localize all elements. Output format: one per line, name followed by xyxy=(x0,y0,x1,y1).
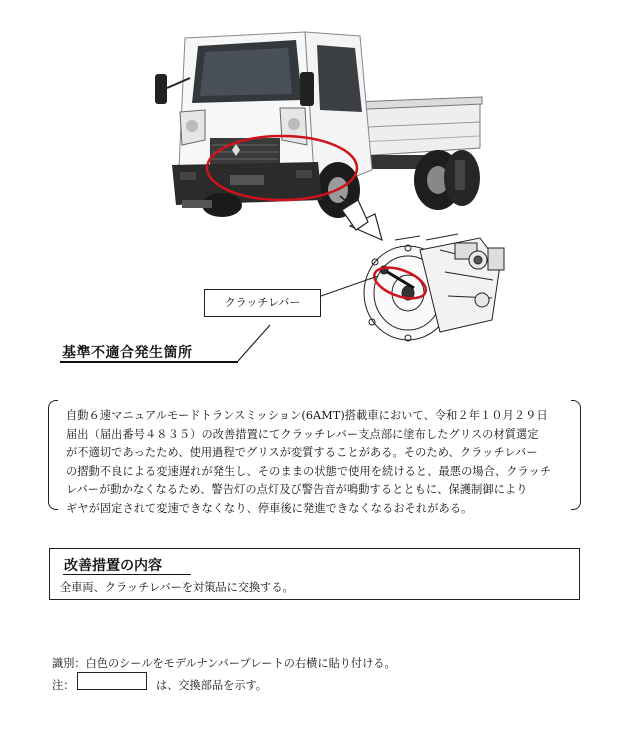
measure-title-underline xyxy=(63,574,191,575)
clutch-lever-callout: クラッチレバー xyxy=(204,289,321,317)
left-bracket xyxy=(48,400,58,510)
note-text: は、交換部品を示す。 xyxy=(156,679,267,692)
defect-description-box xyxy=(48,400,581,515)
identification-note: 識別：白色のシールをモデルナンバープレートの右横に貼り付ける。 xyxy=(52,657,396,670)
truck-image xyxy=(155,32,482,218)
defect-description-text xyxy=(66,407,571,519)
nonconformity-location-label: 基準不適合発生箇所 xyxy=(62,345,193,361)
improvement-measure-box xyxy=(49,548,580,600)
note-label: 注： xyxy=(52,679,75,692)
right-bracket xyxy=(571,400,581,510)
description-line: の摺動不良による変速遅れが発生し、そのままの状態で使用を続けると、最悪の場合、クラッチ xyxy=(66,464,552,478)
description-line: 自動６速マニュアルモードトランスミッション(6AMT)搭載車において、令和２年１０月２９日 xyxy=(66,409,548,422)
location-leader-line xyxy=(238,325,270,361)
description-line: レバーが動かなくなるため、警告灯の点灯及び警告音が鳴動するとともに、保護制御により xyxy=(66,483,528,497)
description-line: 届出（届出番号４８３５）の改善措置にてクラッチレバー支点部に塗布したグリスの材質選定 xyxy=(66,427,539,441)
description-line: が不適切であったため、使用過程でグリスが変質することがある。そのため、クラッチレバー xyxy=(66,446,538,460)
improvement-measure-text: 全車両、クラッチレバーを対策品に交換する。 xyxy=(60,581,294,594)
replacement-part-legend-box xyxy=(77,672,147,690)
transmission-image xyxy=(364,234,504,341)
description-line: ギヤが固定されて変速できなくなり、停車後に発進できなくなるおそれがある。 xyxy=(66,501,473,515)
location-label-underline xyxy=(60,361,238,363)
improvement-measure-title: 改善措置の内容 xyxy=(64,558,162,574)
